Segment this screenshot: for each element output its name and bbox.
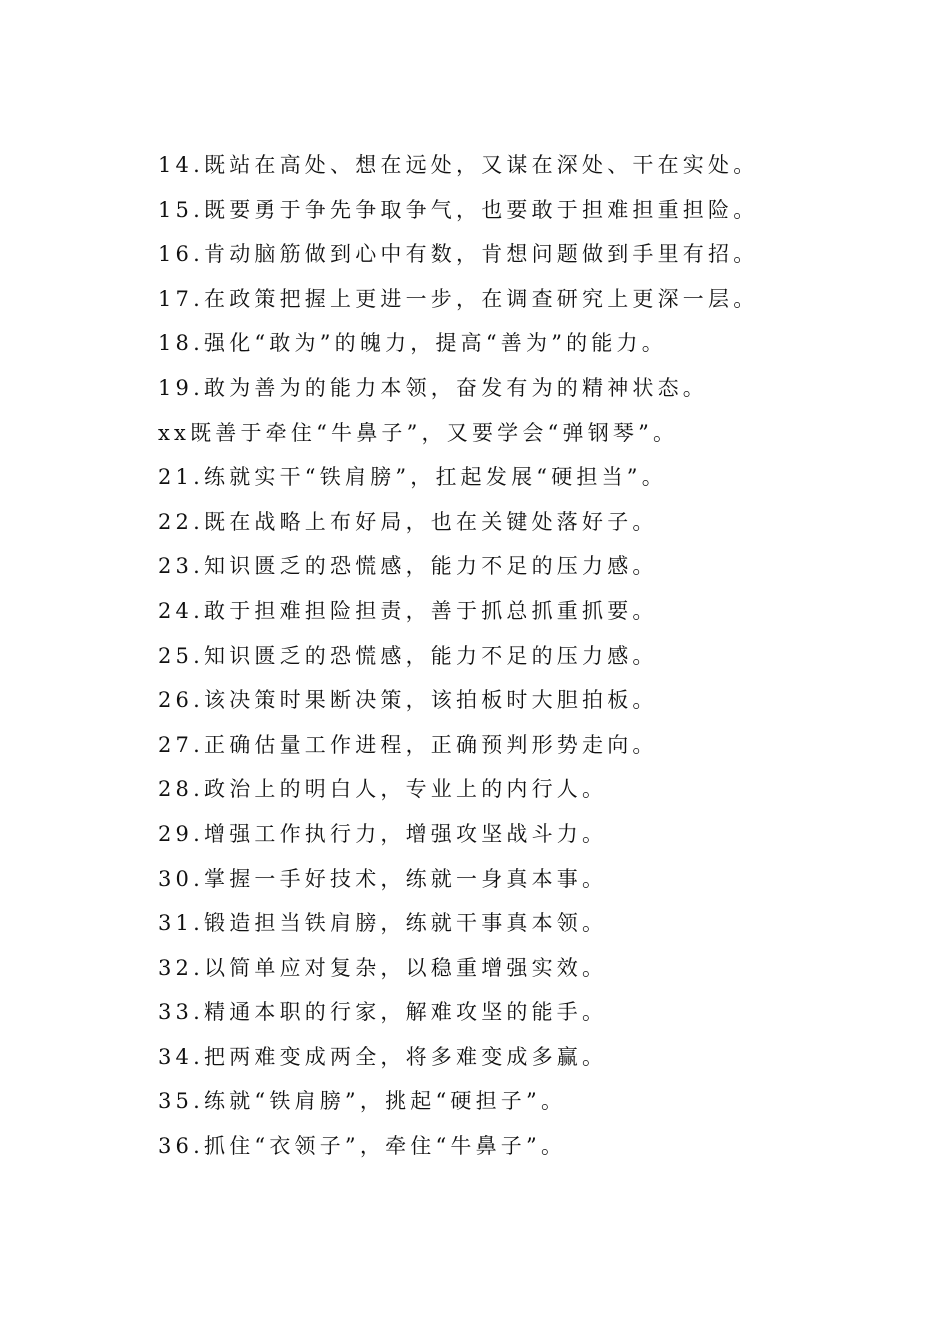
- text-line: 19.敢为善为的能力本领，奋发有为的精神状态。: [158, 375, 708, 400]
- text-line: 16.肯动脑筋做到心中有数，肯想问题做到手里有招。: [158, 242, 759, 267]
- text-line: 26.该决策时果断决策，该拍板时大胆拍板。: [158, 688, 658, 713]
- text-line: 17.在政策把握上更进一步，在调查研究上更深一层。: [158, 286, 759, 311]
- text-line: 25.知识匮乏的恐慌感，能力不足的压力感。: [158, 643, 658, 668]
- text-line: 15.既要勇于争先争取争气，也要敢于担难担重担险。: [158, 197, 759, 222]
- text-line: 24.敢于担难担险担责，善于抓总抓重抓要。: [158, 598, 658, 623]
- text-line: 30.掌握一手好技术，练就一身真本事。: [158, 866, 608, 891]
- text-line: 34.把两难变成两全，将多难变成多赢。: [158, 1044, 608, 1069]
- text-line: 18.强化“敢为”的魄力，提高“善为”的能力。: [158, 331, 667, 356]
- text-line: 32.以简单应对复杂，以稳重增强实效。: [158, 955, 608, 980]
- document-body: [158, 143, 878, 1169]
- text-line: 27.正确估量工作进程，正确预判形势走向。: [158, 732, 658, 757]
- text-line: 21.练就实干“铁肩膀”，扛起发展“硬担当”。: [158, 465, 667, 490]
- text-line: 29.增强工作执行力，增强攻坚战斗力。: [158, 821, 608, 846]
- text-line: 14.既站在高处、想在远处，又谋在深处、干在实处。: [158, 153, 759, 177]
- text-line: 33.精通本职的行家，解难攻坚的能手。: [158, 1000, 608, 1025]
- text-line: 22.既在战略上布好局，也在关键处落好子。: [158, 509, 658, 534]
- text-line: 35.练就“铁肩膀”，挑起“硬担子”。: [158, 1089, 567, 1114]
- text-line: 36.抓住“衣领子”，牵住“牛鼻子”。: [158, 1134, 567, 1159]
- text-line: 23.知识匮乏的恐慌感，能力不足的压力感。: [158, 554, 658, 579]
- text-line: 28.政治上的明白人，专业上的内行人。: [158, 777, 608, 802]
- text-line: 31.锻造担当铁肩膀，练就干事真本领。: [158, 911, 608, 936]
- text-line: xx既善于牵住“牛鼻子”，又要学会“弹钢琴”。: [158, 420, 679, 445]
